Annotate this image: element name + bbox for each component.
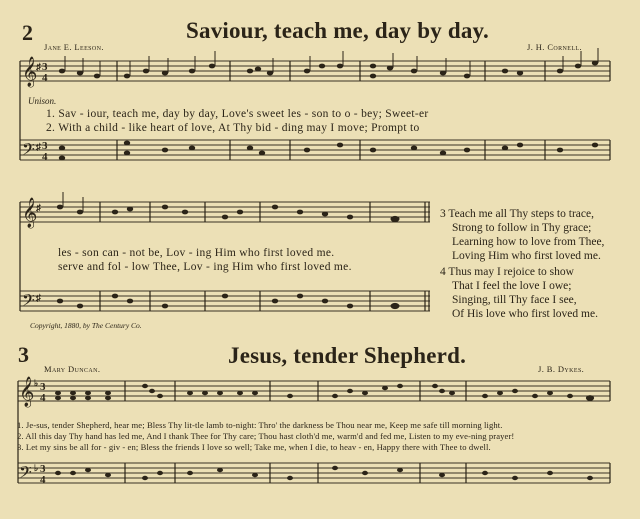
svg-text:4: 4 <box>40 392 46 404</box>
svg-text:♭: ♭ <box>34 378 39 388</box>
lyric-line2-verse1: les - son can - not be, Lov - ing Him who first loved me. <box>58 247 335 259</box>
author-credit: Mary Duncan. <box>44 364 101 374</box>
copyright-notice: Copyright, 1880, by The Century Co. <box>30 321 142 330</box>
svg-text:3: 3 <box>40 381 46 393</box>
lyric-hymn3-verse1: 1. Je-sus, tender Shepherd, hear me; Bless Thy lit-tle lamb to-night: Thro' the darkness be Thou near me, Keep me safe till morning light. <box>17 420 503 430</box>
verse-4-line: Singing, till Thy face I see, <box>452 294 577 306</box>
lyric-hymn3-verse3: 3. Let my sins be all for - giv - en; Bless the friends I love so well; Take me, when I die, to heav - en, Happy there with Thee to dwell. <box>17 442 491 452</box>
svg-text:♯: ♯ <box>36 142 41 153</box>
notes-system1-bass <box>59 141 598 161</box>
hymn-title: Jesus, tender Shepherd. <box>228 343 467 368</box>
lyric-line1-verse1: 1. Sav - iour, teach me, day by day, Love's sweet les - son to o - bey; Sweet-er <box>46 108 429 120</box>
verse-4-line: 4 Thus may I rejoice to show <box>440 266 574 278</box>
composer-credit: J. B. Dykes. <box>538 364 585 374</box>
svg-text:3: 3 <box>42 61 48 73</box>
verse-4-line: That I feel the love I owe; <box>452 280 572 292</box>
svg-text:♭: ♭ <box>34 463 39 473</box>
bass-clef-icon: 𝄢 <box>22 290 35 314</box>
hymn-number: 2 <box>22 20 33 45</box>
verse-3-line: Strong to follow in Thy grace; <box>452 222 592 234</box>
treble-clef-icon: 𝄞 <box>22 198 38 228</box>
bass-clef-icon: 𝄢 <box>19 462 32 486</box>
svg-text:4: 4 <box>42 151 48 163</box>
treble-clef-icon: 𝄞 <box>19 377 35 407</box>
verse-4 <box>440 265 598 321</box>
svg-text:3: 3 <box>40 463 46 475</box>
svg-text:♯: ♯ <box>36 203 41 214</box>
svg-text:♯: ♯ <box>36 293 41 304</box>
notes-system1-treble <box>59 48 598 78</box>
svg-text:4: 4 <box>42 72 48 84</box>
verse-4-line: Of His love who first loved me. <box>452 308 598 320</box>
author-credit: Jane E. Leeson. <box>44 42 104 52</box>
treble-clef-icon: 𝄞 <box>22 57 38 87</box>
lyric-line2-verse2: serve and fol - low Thee, Lov - ing Him who first loved me. <box>58 261 352 273</box>
svg-text:3: 3 <box>42 140 48 152</box>
verse-3-line: Loving Him who first loved me. <box>452 250 601 262</box>
bass-clef-icon: 𝄢 <box>22 139 35 163</box>
composer-credit: J. H. Cornell. <box>527 42 583 52</box>
unison-marking: Unison. <box>28 96 57 106</box>
svg-text:4: 4 <box>40 474 46 486</box>
verse-3-line: Learning how to love from Thee, <box>452 236 605 248</box>
svg-text:♯: ♯ <box>36 62 41 73</box>
verse-3 <box>440 207 604 263</box>
verse-3-line: 3 Teach me all Thy steps to trace, <box>440 208 594 220</box>
hymn-title: Saviour, teach me, day by day. <box>186 18 489 43</box>
lyric-line1-verse2: 2. With a child - like heart of love, At Thy bid - ding may I move; Prompt to <box>46 122 420 134</box>
lyric-hymn3-verse2: 2. All this day Thy hand has led me, And I thank Thee for Thy care; Thou hast cloth'd me, warm'd and fed me, Listen to my eve-ning prayer! <box>17 431 515 441</box>
hymn-number: 3 <box>18 342 29 367</box>
